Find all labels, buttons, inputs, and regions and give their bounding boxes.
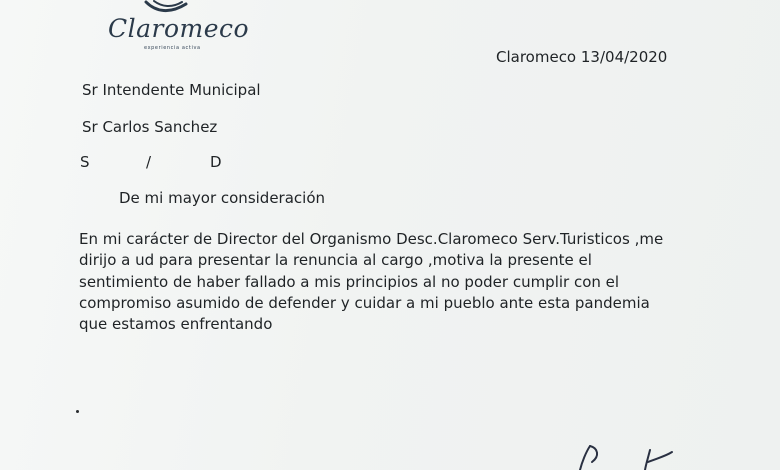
salutation-slash: / [146, 153, 152, 171]
handwritten-signature [568, 432, 698, 470]
logo-tagline: experiencia activa [144, 45, 201, 51]
body-line: En mi carácter de Director del Organismo Desc.Claromeco Serv.Turisticos ,me [79, 230, 664, 248]
letter-body [79, 229, 699, 335]
salutation-s: S [80, 153, 90, 171]
body-line: dirijo a ud para presentar la renuncia al cargo ,motiva la presente el [79, 251, 592, 270]
recipient-name: Sr Carlos Sanchez [82, 118, 218, 136]
salutation-d: D [210, 153, 222, 171]
body-line: sentimiento de haber fallado a mis principios al no poder cumplir con el [79, 272, 620, 291]
recipient-title: Sr Intendente Municipal [82, 81, 261, 99]
body-line: compromiso asumido de defender y cuidar a mi pueblo ante esta pandemia [79, 293, 650, 312]
place-and-date: Claromeco 13/04/2020 [496, 48, 668, 66]
stray-ink-dot [76, 410, 79, 413]
claromeco-logo [104, 0, 250, 56]
logo-brand-name: Claromeco [108, 14, 250, 43]
body-line: que estamos enfrentando [79, 315, 273, 334]
greeting: De mi mayor consideración [119, 189, 326, 207]
